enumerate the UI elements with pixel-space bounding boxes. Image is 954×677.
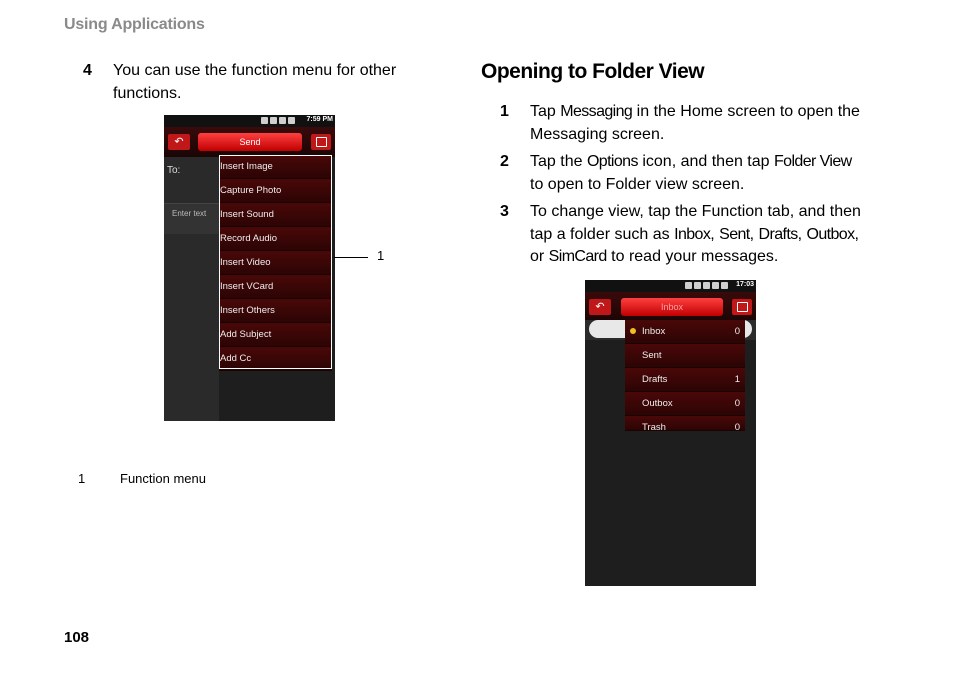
menu-icon[interactable] <box>732 299 752 315</box>
keyword: Inbox <box>674 225 711 243</box>
step-number: 1 <box>500 103 509 120</box>
section-title: Opening to Folder View <box>481 60 705 83</box>
back-button[interactable]: ↶ <box>168 134 190 150</box>
caption-text: Function menu <box>120 471 206 486</box>
menu-item-insert-sound[interactable]: Insert Sound <box>219 203 332 227</box>
page-number: 108 <box>64 629 90 646</box>
running-header: Using Applications <box>64 16 205 33</box>
selected-indicator <box>630 328 636 334</box>
folder-item-outbox[interactable]: Outbox 0 <box>625 392 745 416</box>
folder-item-inbox[interactable]: Inbox 0 <box>625 320 745 344</box>
step-text: Tap the Options icon, and then tap Folder View to open to Folder view screen. <box>530 153 852 193</box>
callout-number: 1 <box>377 248 385 263</box>
status-time: 17:03 <box>736 281 754 288</box>
keyword: Drafts <box>758 225 798 243</box>
status-time: 7:59 PM <box>306 116 333 123</box>
signal-icon <box>712 282 719 289</box>
caption-number: 1 <box>78 471 86 486</box>
menu-icon[interactable] <box>311 134 331 150</box>
menu-item-add-subject[interactable]: Add Subject <box>219 323 332 347</box>
send-button[interactable]: Send <box>198 133 302 151</box>
menu-item-insert-image[interactable]: Insert Image <box>219 155 332 179</box>
title-bar <box>585 292 756 322</box>
folder-view-screenshot <box>585 280 756 586</box>
menu-item-insert-video[interactable]: Insert Video <box>219 251 332 275</box>
callout-box <box>219 155 332 369</box>
folder-item-drafts[interactable]: Drafts 1 <box>625 368 745 392</box>
keyword: SimCard <box>548 248 607 265</box>
menu-item-add-cc[interactable]: Add Cc <box>219 347 332 371</box>
menu-item-record-audio[interactable]: Record Audio <box>219 227 332 251</box>
folder-list <box>625 320 745 431</box>
keyword: Sent <box>719 225 750 243</box>
keyword: Folder View <box>774 153 852 170</box>
message-input[interactable]: Enter text <box>164 203 219 234</box>
step-number: 2 <box>500 153 509 170</box>
inbox-title-button[interactable]: Inbox <box>621 298 723 316</box>
menu-item-insert-others[interactable]: Insert Others <box>219 299 332 323</box>
folder-count: 0 <box>734 422 740 431</box>
notification-icon <box>685 282 692 289</box>
to-label: To: <box>167 165 181 176</box>
step-number: 4 <box>83 62 92 79</box>
folder-count: 0 <box>734 398 740 409</box>
signal-icon <box>279 117 286 124</box>
folder-count: 0 <box>734 326 740 337</box>
back-button[interactable]: ↶ <box>589 299 611 315</box>
battery-icon <box>288 117 295 124</box>
file-icon <box>703 282 710 289</box>
notification-icon <box>261 117 268 124</box>
step-text: You can use the function menu for other functions. <box>113 62 397 102</box>
compose-pane <box>164 157 219 421</box>
folder-count: 1 <box>734 374 740 385</box>
keyword: Messaging <box>560 103 633 120</box>
menu-item-insert-vcard[interactable]: Insert VCard <box>219 275 332 299</box>
step-number: 3 <box>500 203 509 220</box>
keyword: Outbox <box>806 225 855 243</box>
step-text: Tap Messaging in the Home screen to open the Messaging screen. <box>530 103 860 143</box>
status-bar <box>585 280 756 292</box>
folder-item-sent[interactable]: Sent <box>625 344 745 368</box>
step-text: To change view, tap the Function tab, and then tap a folder such as Inbox, Sent, Drafts, Outbox, or SimCard to read your messages. <box>530 203 861 265</box>
callout-line <box>334 257 368 258</box>
call-icon <box>694 282 701 289</box>
keyword: Options <box>586 153 638 170</box>
tab-left-edge <box>589 320 629 338</box>
menu-item-capture-photo[interactable]: Capture Photo <box>219 179 332 203</box>
status-bar <box>164 115 335 127</box>
title-bar <box>164 127 335 157</box>
folder-item-trash[interactable]: Trash 0 <box>625 416 745 431</box>
battery-icon <box>721 282 728 289</box>
message-icon <box>270 117 277 124</box>
